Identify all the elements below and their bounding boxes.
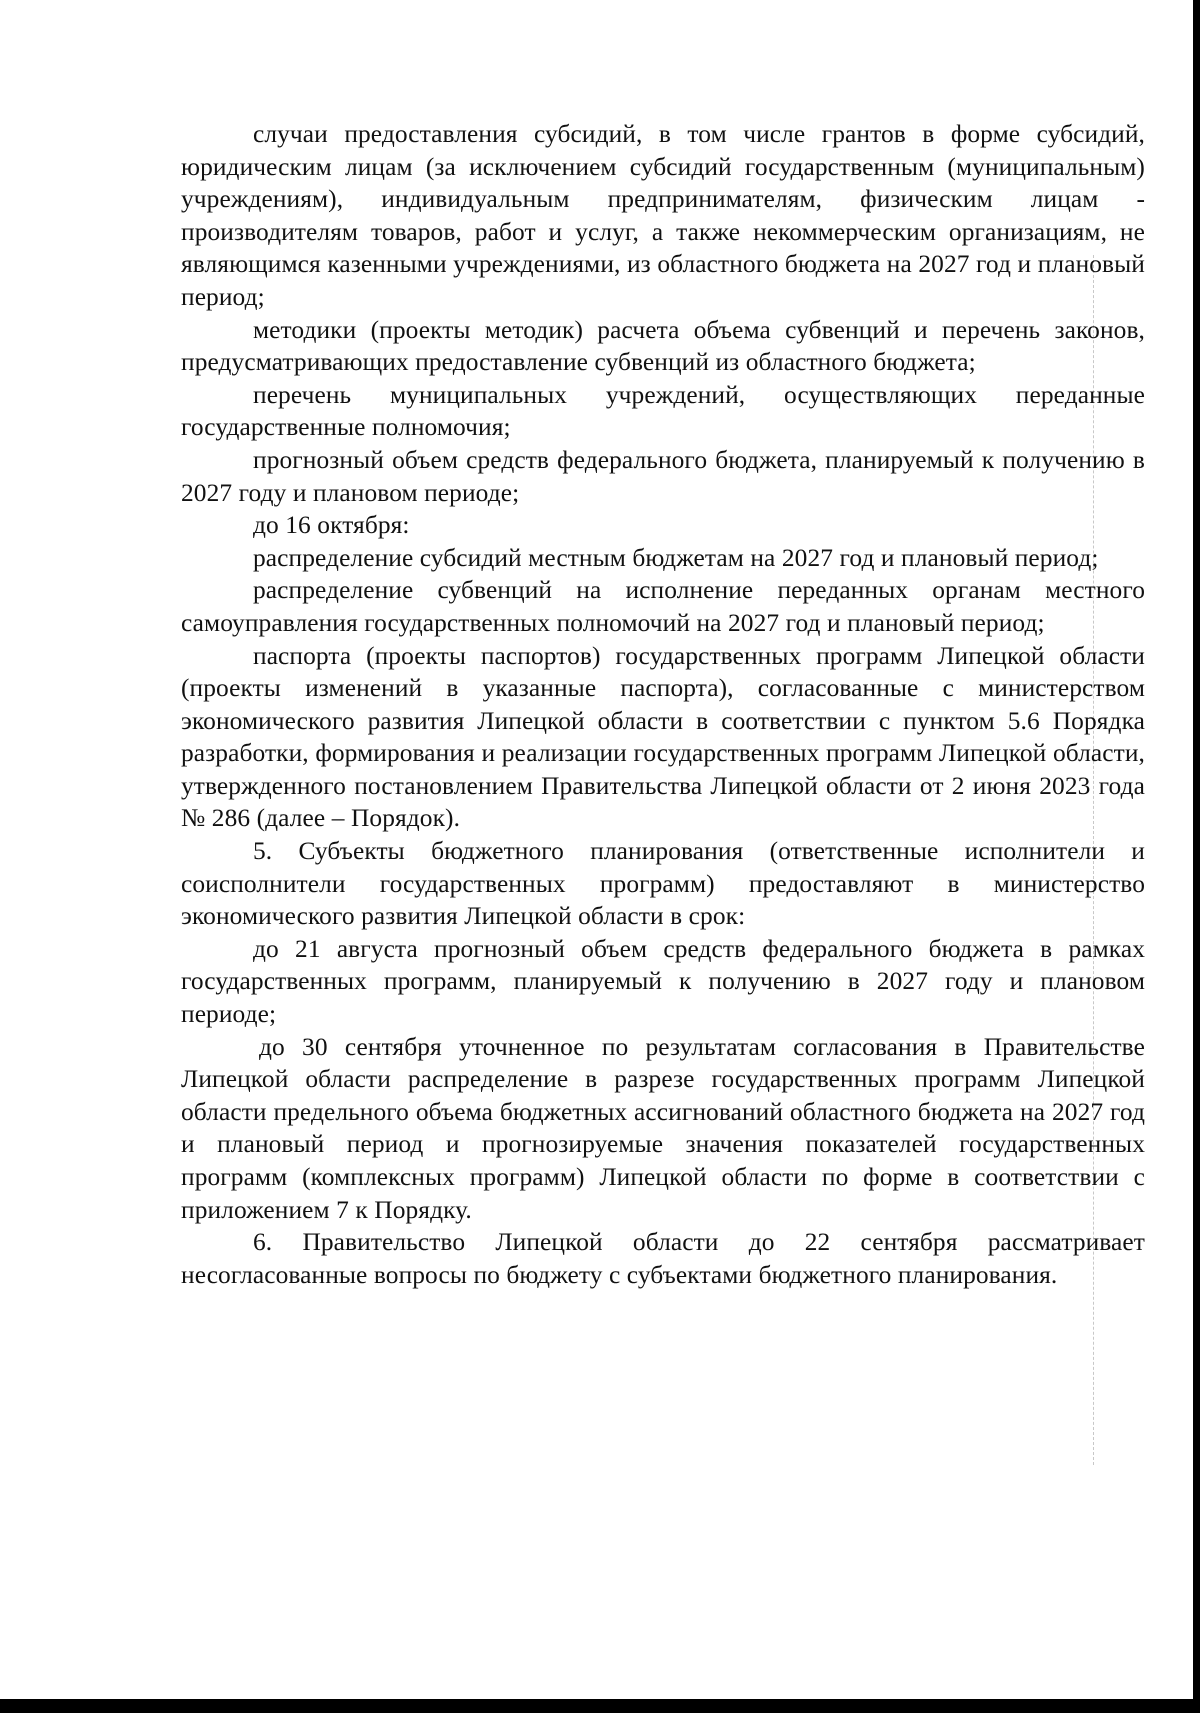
paragraph-subsidy-cases: случаи предоставления субсидий, в том числе грантов в форме субсидий, юридическим лицам (за исключением субсидий государственным (муниципальным) учреждениям), индивидуальным предпринимателям, физическим лицам - производителям товаров, работ и услуг, а также некоммерческим организациям, не являющимся казенными учреждениями, из областного бюджета на 2027 год и плановый период;: [181, 120, 1145, 311]
paragraph-subvention-methods: методики (проекты методик) расчета объема субвенций и перечень законов, предусматривающих предоставление субвенций из областного бюджета;: [181, 315, 1145, 377]
paragraph-subvention-distribution: распределение субвенций на исполнение переданных органам местного самоуправления государственных полномочий на 2027 год и плановый период;: [181, 576, 1145, 637]
paragraph-item-5: 5. Субъекты бюджетного планирования (ответственные исполнители и соисполнители государственных программ) предоставляют в министерство экономического развития Липецкой области в срок:: [181, 837, 1145, 931]
paragraph-subsidy-distribution: распределение субсидий местным бюджетам на 2027 год и плановый период;: [253, 543, 1099, 572]
paragraph-deadline-august-21: до 21 августа прогнозный объем средств федерального бюджета в рамках государственных программ, планируемый к получению в 2027 году и плановом периоде;: [181, 934, 1145, 1029]
scan-bottom-edge: [0, 1699, 1200, 1713]
paragraph-deadline-october-16: до 16 октября:: [253, 511, 410, 540]
paragraph-deadline-september-30: до 30 сентября уточненное по результатам согласования в Правительстве Липецкой области распределение в разрезе государственных программ Липецкой области предельного объема бюджетных ассигнований областного бюджета на 2027 год и плановый период и прогнозируемые значения показателей государственных программ (комплексных программ) Липецкой области по форме в соответствии с приложением 7 к Порядку.: [181, 1032, 1145, 1224]
paragraph-federal-forecast: прогнозный объем средств федерального бюджета, планируемый к получению в 2027 году и плановом периоде;: [181, 445, 1145, 507]
paragraph-municipal-institutions: перечень муниципальных учреждений, осуществляющих переданные государственные полномочия;: [181, 380, 1145, 442]
paragraph-item-6: 6. Правительство Липецкой области до 22 сентября рассматривает несогласованные вопросы по бюджету с субъектами бюджетного планирования.: [181, 1228, 1145, 1289]
document-body: [181, 118, 1145, 1291]
paragraph-program-passports: паспорта (проекты паспортов) государственных программ Липецкой области (проекты изменений в указанные паспорта), согласованные с министерством экономического развития Липецкой области в соответствии с пунктом 5.6 Порядка разработки, формирования и реализации государственных программ Липецкой области, утвержденного постановлением Правительства Липецкой области от 2 июня 2023 года № 286 (далее – Порядок).: [181, 641, 1145, 833]
scan-right-edge: [1193, 0, 1200, 1713]
